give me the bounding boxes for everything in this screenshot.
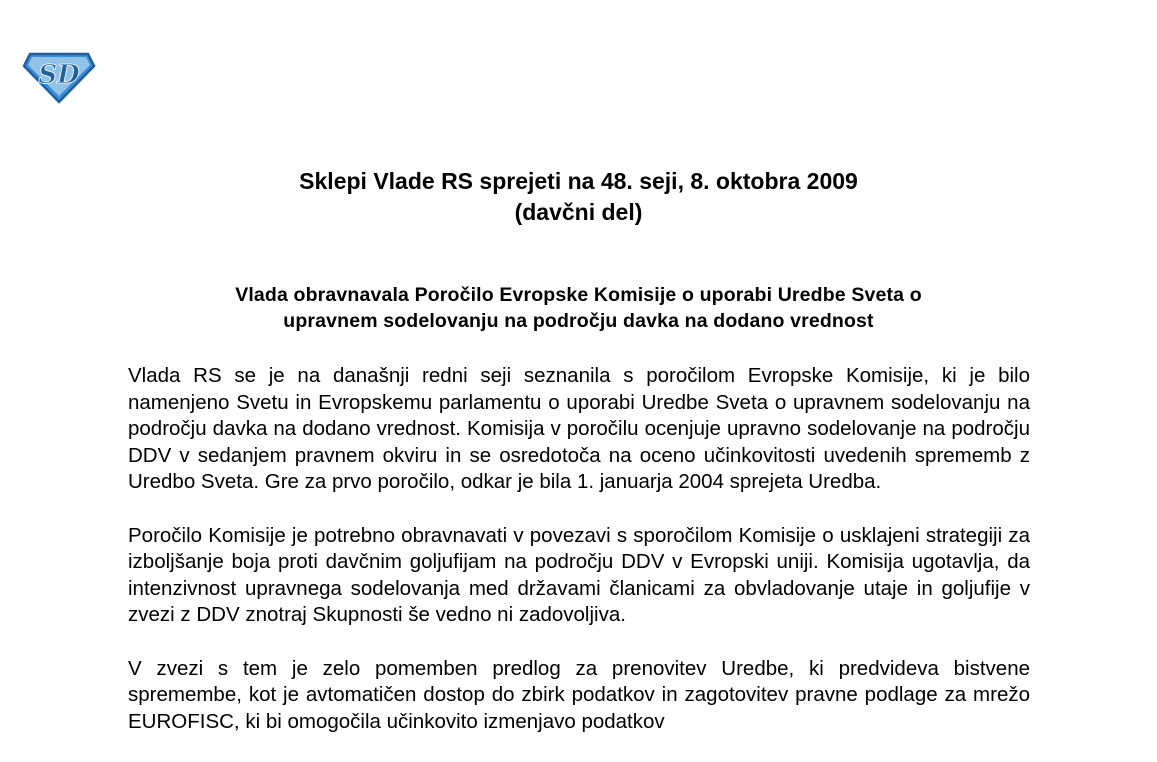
title-line-1: Sklepi Vlade RS sprejeti na 48. seji, 8. oktobra 2009 <box>299 168 858 194</box>
paragraph-2: Poročilo Komisije je potrebno obravnavati v povezavi s sporočilom Komisije o usklajeni strategiji za izboljšanje boja proti davčnim goljufijam na področju DDV v Evropski uniji. Komisija ugotavlja, da intenzivnost upravnega sodelovanja med državami članicami za obvladovanje utaje in goljufije v zvezi z DDV znotraj Skupnosti še vedno ni zadovoljiva. <box>128 523 1030 627</box>
paragraph-1: Vlada RS se je na današnji redni seji seznanila s poročilom Evropske Komisije, ki je bilo namenjeno Svetu in Evropskemu parlamentu o uporabi Uredbe Sveta o upravnem sodelovanju na področju davka na dodano vrednost. Komisija v poročilu ocenjuje upravno sodelovanje na področju DDV v sedanjem pravnem okviru in se osredotoča na oceno učinkovitosti uvedenih sprememb z Uredbo Sveta. Gre za prvo poročilo, odkar je bila 1. januarja 2004 sprejeta Uredba. <box>128 364 1030 494</box>
sd-logo-icon <box>22 50 96 104</box>
document-title <box>0 166 1157 228</box>
title-line-2: (davčni del) <box>514 199 643 225</box>
section-heading <box>0 282 1157 334</box>
section-heading-line-1: Vlada obravnavala Poročilo Evropske Komisije o uporabi Uredbe Sveta o <box>235 284 922 306</box>
section-heading-line-2: upravnem sodelovanju na področju davka na dodano vrednost <box>283 310 874 332</box>
paragraph-3: V zvezi s tem je zelo pomemben predlog za prenovitev Uredbe, ki predvideva bistvene spremembe, kot je avtomatičen dostop do zbirk podatkov in zagotovitev pravne podlage za mrežo EUROFISC, ki bi omogočila učinkovito izmenjavo podatkov <box>128 656 1030 733</box>
document-body <box>128 363 1030 762</box>
svg-text:SD: SD <box>38 60 80 90</box>
